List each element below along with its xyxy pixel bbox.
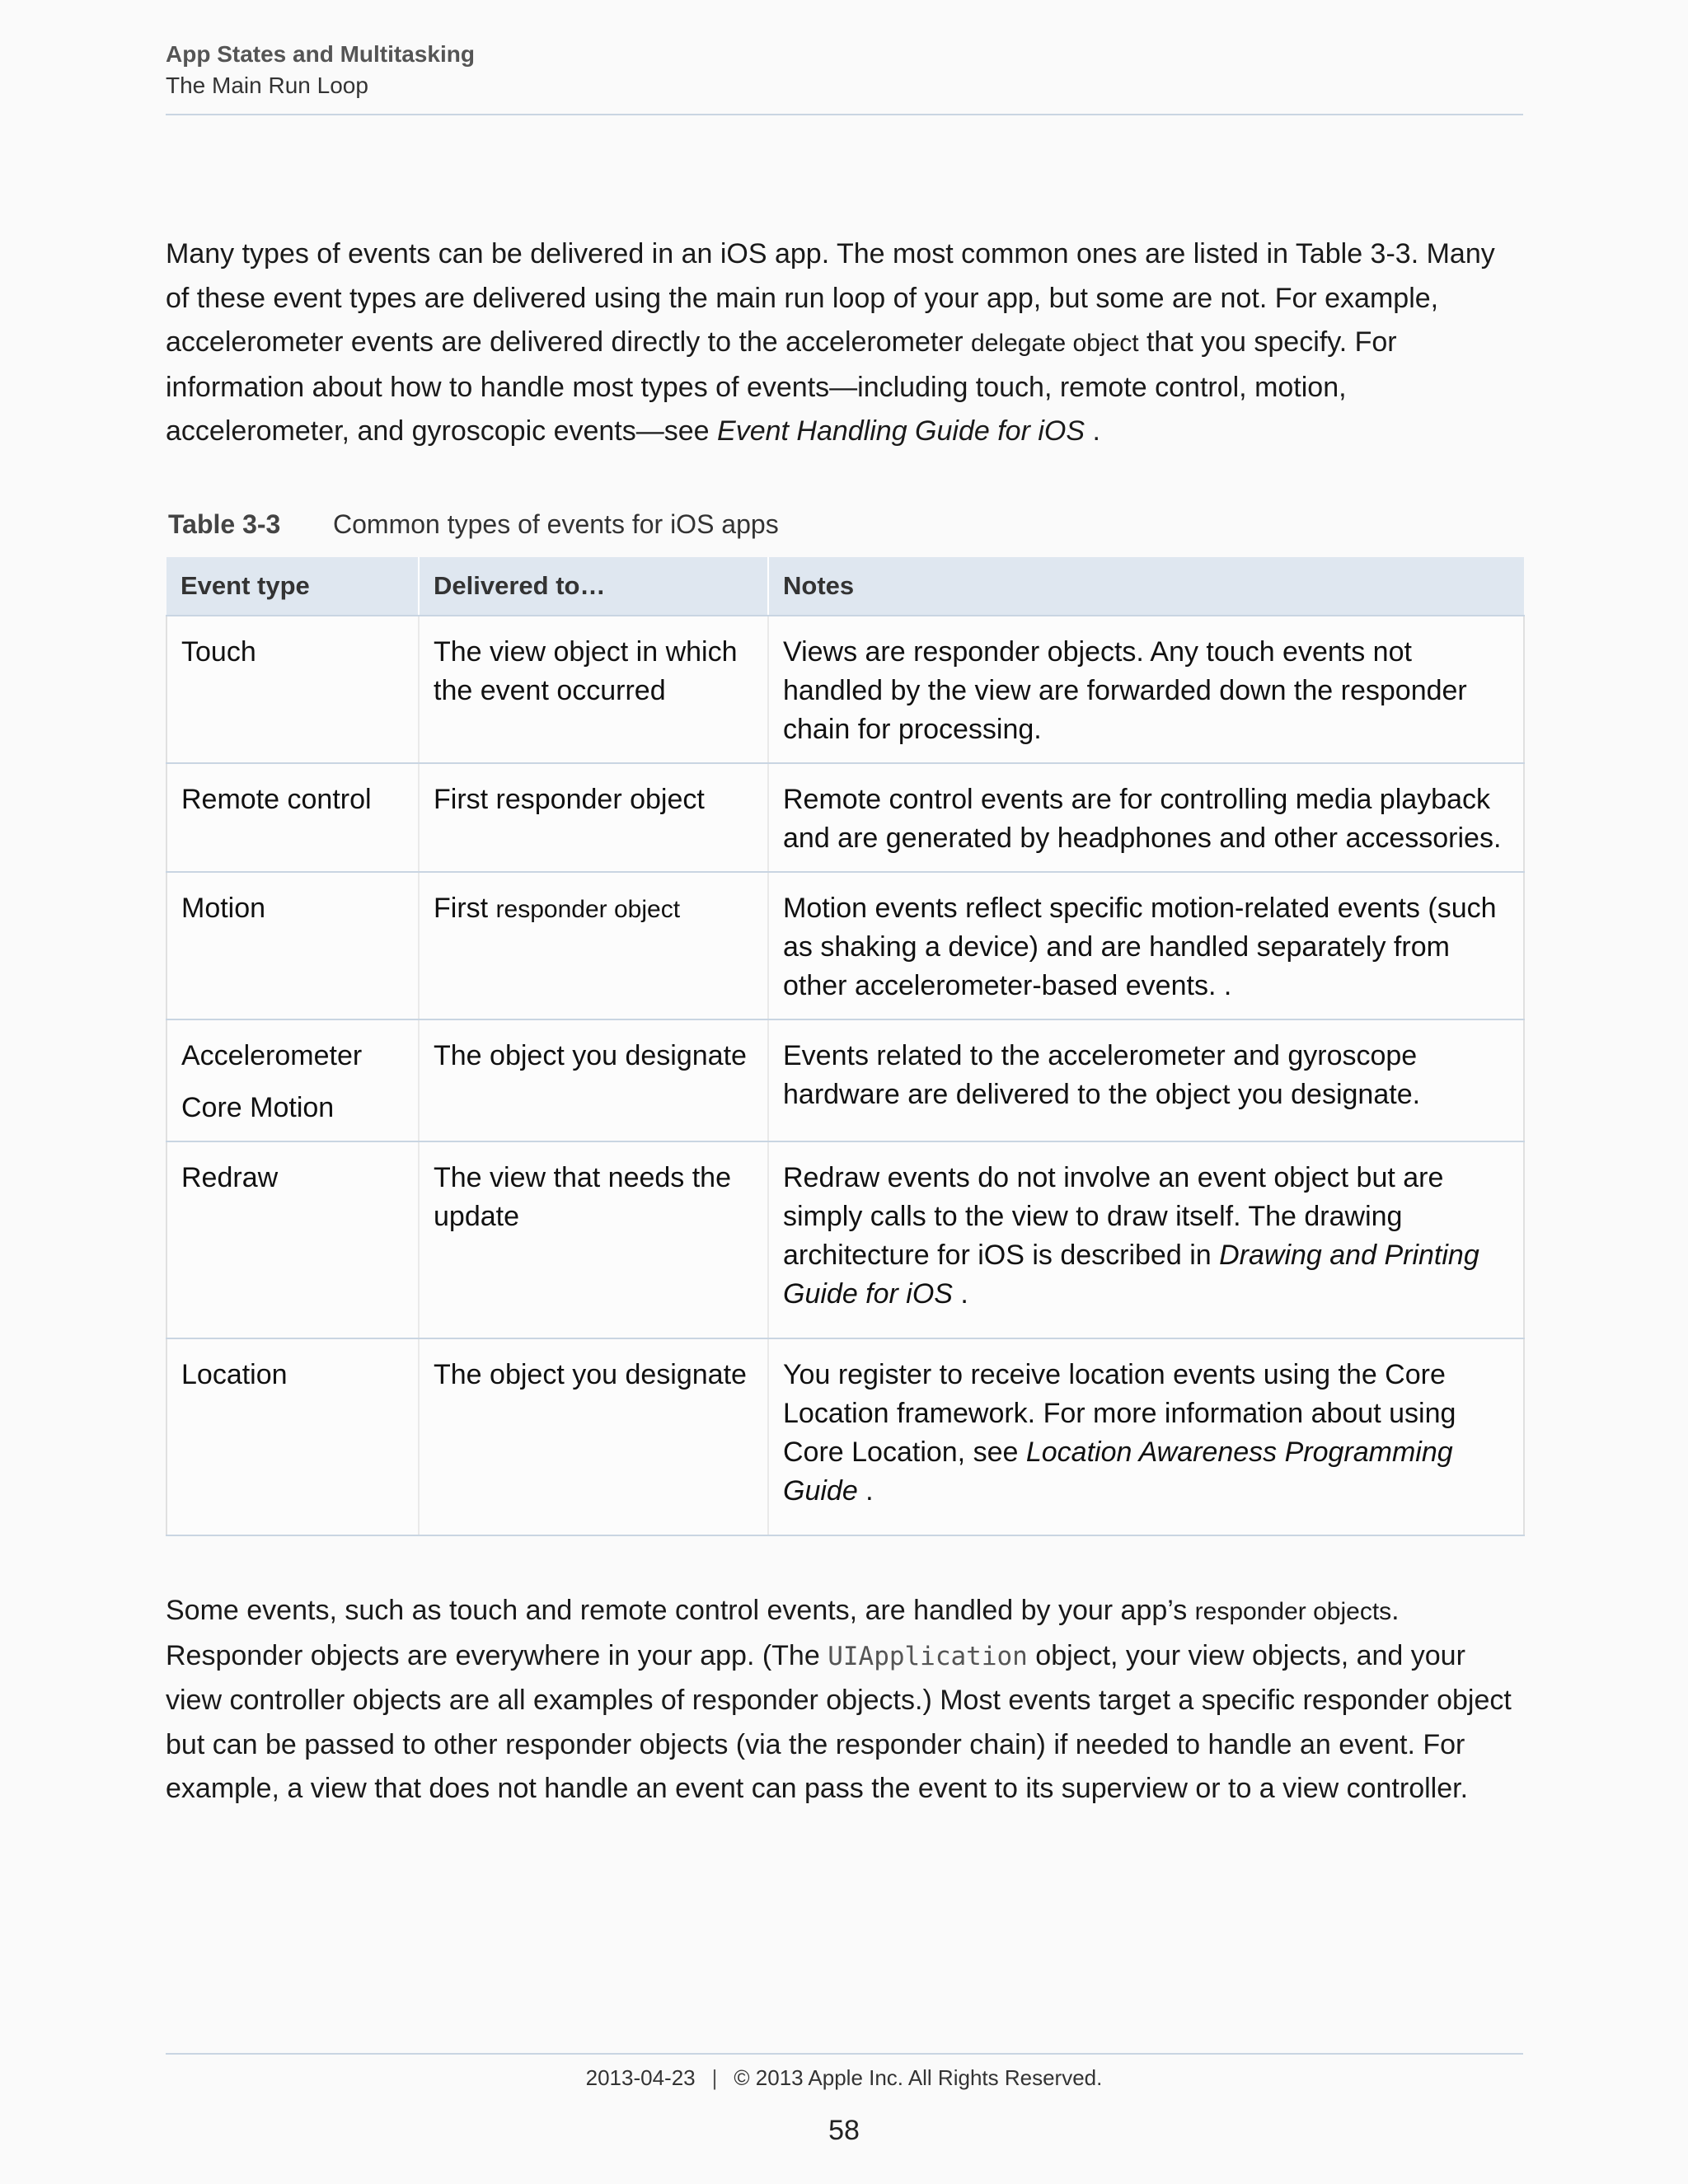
table-caption xyxy=(168,504,779,544)
cell-notes: Redraw events do not involve an event object but are simply calls to the view to draw itself. The drawing architecture for iOS is described in Drawing and Printing Guide for iOS . xyxy=(768,1141,1524,1338)
cell-delivered-to: First responder object xyxy=(419,763,768,872)
table-number: Table 3-3 xyxy=(168,509,281,539)
drawing-printing-guide-link[interactable]: Drawing and Printing Guide for iOS xyxy=(783,1240,1479,1310)
responder-paragraph: Some events, such as touch and remote control events, are handled by your app’s responder objects. Responder objects are everywhere in your app. (The UIApplication object, your view objects, and your view controller objects are all examples of responder objects.) Most events target a specific responder object but can be passed to other responder objects (via the responder chain) if needed to handle an event. For example, a view that does not handle an event can pass the event to its superview or to a view controller. xyxy=(166,1595,1512,1804)
cell-event-type: Remote control xyxy=(166,763,419,872)
page-number: 58 xyxy=(828,2115,860,2146)
event-handling-guide-link[interactable]: Event Handling Guide for iOS xyxy=(717,415,1085,447)
cell-event-type: Motion xyxy=(166,872,419,1019)
header-delivered-to: Delivered to… xyxy=(419,557,768,616)
cell-notes: You register to receive location events using the Core Location framework. For more information about using Core Location, see Location Awareness Programming Guide . xyxy=(768,1338,1524,1535)
header-notes: Notes xyxy=(768,557,1524,616)
event-types-table xyxy=(166,557,1525,1536)
page-footer xyxy=(0,2065,1688,2091)
table-row-remote-control xyxy=(166,763,1524,872)
cell-event-type: Touch xyxy=(166,616,419,763)
table-header-row xyxy=(166,557,1524,616)
cell-notes: Motion events reflect specific motion-related events (such as shaking a device) and are handled separately from other accelerometer-based events. . xyxy=(768,872,1524,1019)
footer-copyright: © 2013 Apple Inc. All Rights Reserved. xyxy=(734,2065,1103,2090)
cell-delivered-to: The view that needs the update xyxy=(419,1141,768,1338)
table-title: Common types of events for iOS apps xyxy=(333,509,779,539)
cell-delivered-to: The view object in which the event occurred xyxy=(419,616,768,763)
cell-delivered-to: The object you designate xyxy=(419,1019,768,1141)
cell-notes: Events related to the accelerometer and gyroscope hardware are delivered to the object you designate. xyxy=(768,1019,1524,1141)
footer-separator: | xyxy=(711,2065,718,2090)
delegate-object-term: delegate object xyxy=(971,330,1139,357)
intro-paragraph: Many types of events can be delivered in an iOS app. The most common ones are listed in Table 3-3. Many of these event types are delivered using the main run loop of your app, but some are not. For example, accelerometer events are delivered directly to the accelerometer delegate object that you specify. For information about how to handle most types of events—including touch, remote control, motion, accelerometer, and gyroscopic events—see Event Handling Guide for iOS . xyxy=(166,238,1495,447)
section-title: The Main Run Loop xyxy=(166,73,368,98)
cell-delivered-to: The object you designate xyxy=(419,1338,768,1535)
responder-objects-term: responder objects xyxy=(1194,1598,1392,1625)
running-header xyxy=(166,40,1523,102)
uiapplication-code: UIApplication xyxy=(828,1641,1028,1671)
cell-event-type: Location xyxy=(166,1338,419,1535)
header-event-type: Event type xyxy=(166,557,419,616)
header-divider xyxy=(166,114,1523,115)
cell-notes: Views are responder objects. Any touch events not handled by the view are forwarded down the responder chain for processing. xyxy=(768,616,1524,763)
cell-notes: Remote control events are for controlling media playback and are generated by headphones and other accessories. xyxy=(768,763,1524,872)
table-row-touch xyxy=(166,616,1524,763)
location-awareness-guide-link[interactable]: Location Awareness Programming Guide xyxy=(783,1436,1453,1507)
footer-date: 2013-04-23 xyxy=(585,2065,696,2090)
cell-event-type: Accelerometer Core Motion xyxy=(166,1019,419,1141)
table-row-redraw xyxy=(166,1141,1524,1338)
table-row-motion xyxy=(166,872,1524,1019)
chapter-title: App States and Multitasking xyxy=(166,41,475,67)
footer-divider xyxy=(166,2053,1523,2055)
cell-event-type: Redraw xyxy=(166,1141,419,1338)
table-row-accelerometer xyxy=(166,1019,1524,1141)
table-row-location xyxy=(166,1338,1524,1535)
cell-delivered-to: First responder object xyxy=(419,872,768,1019)
